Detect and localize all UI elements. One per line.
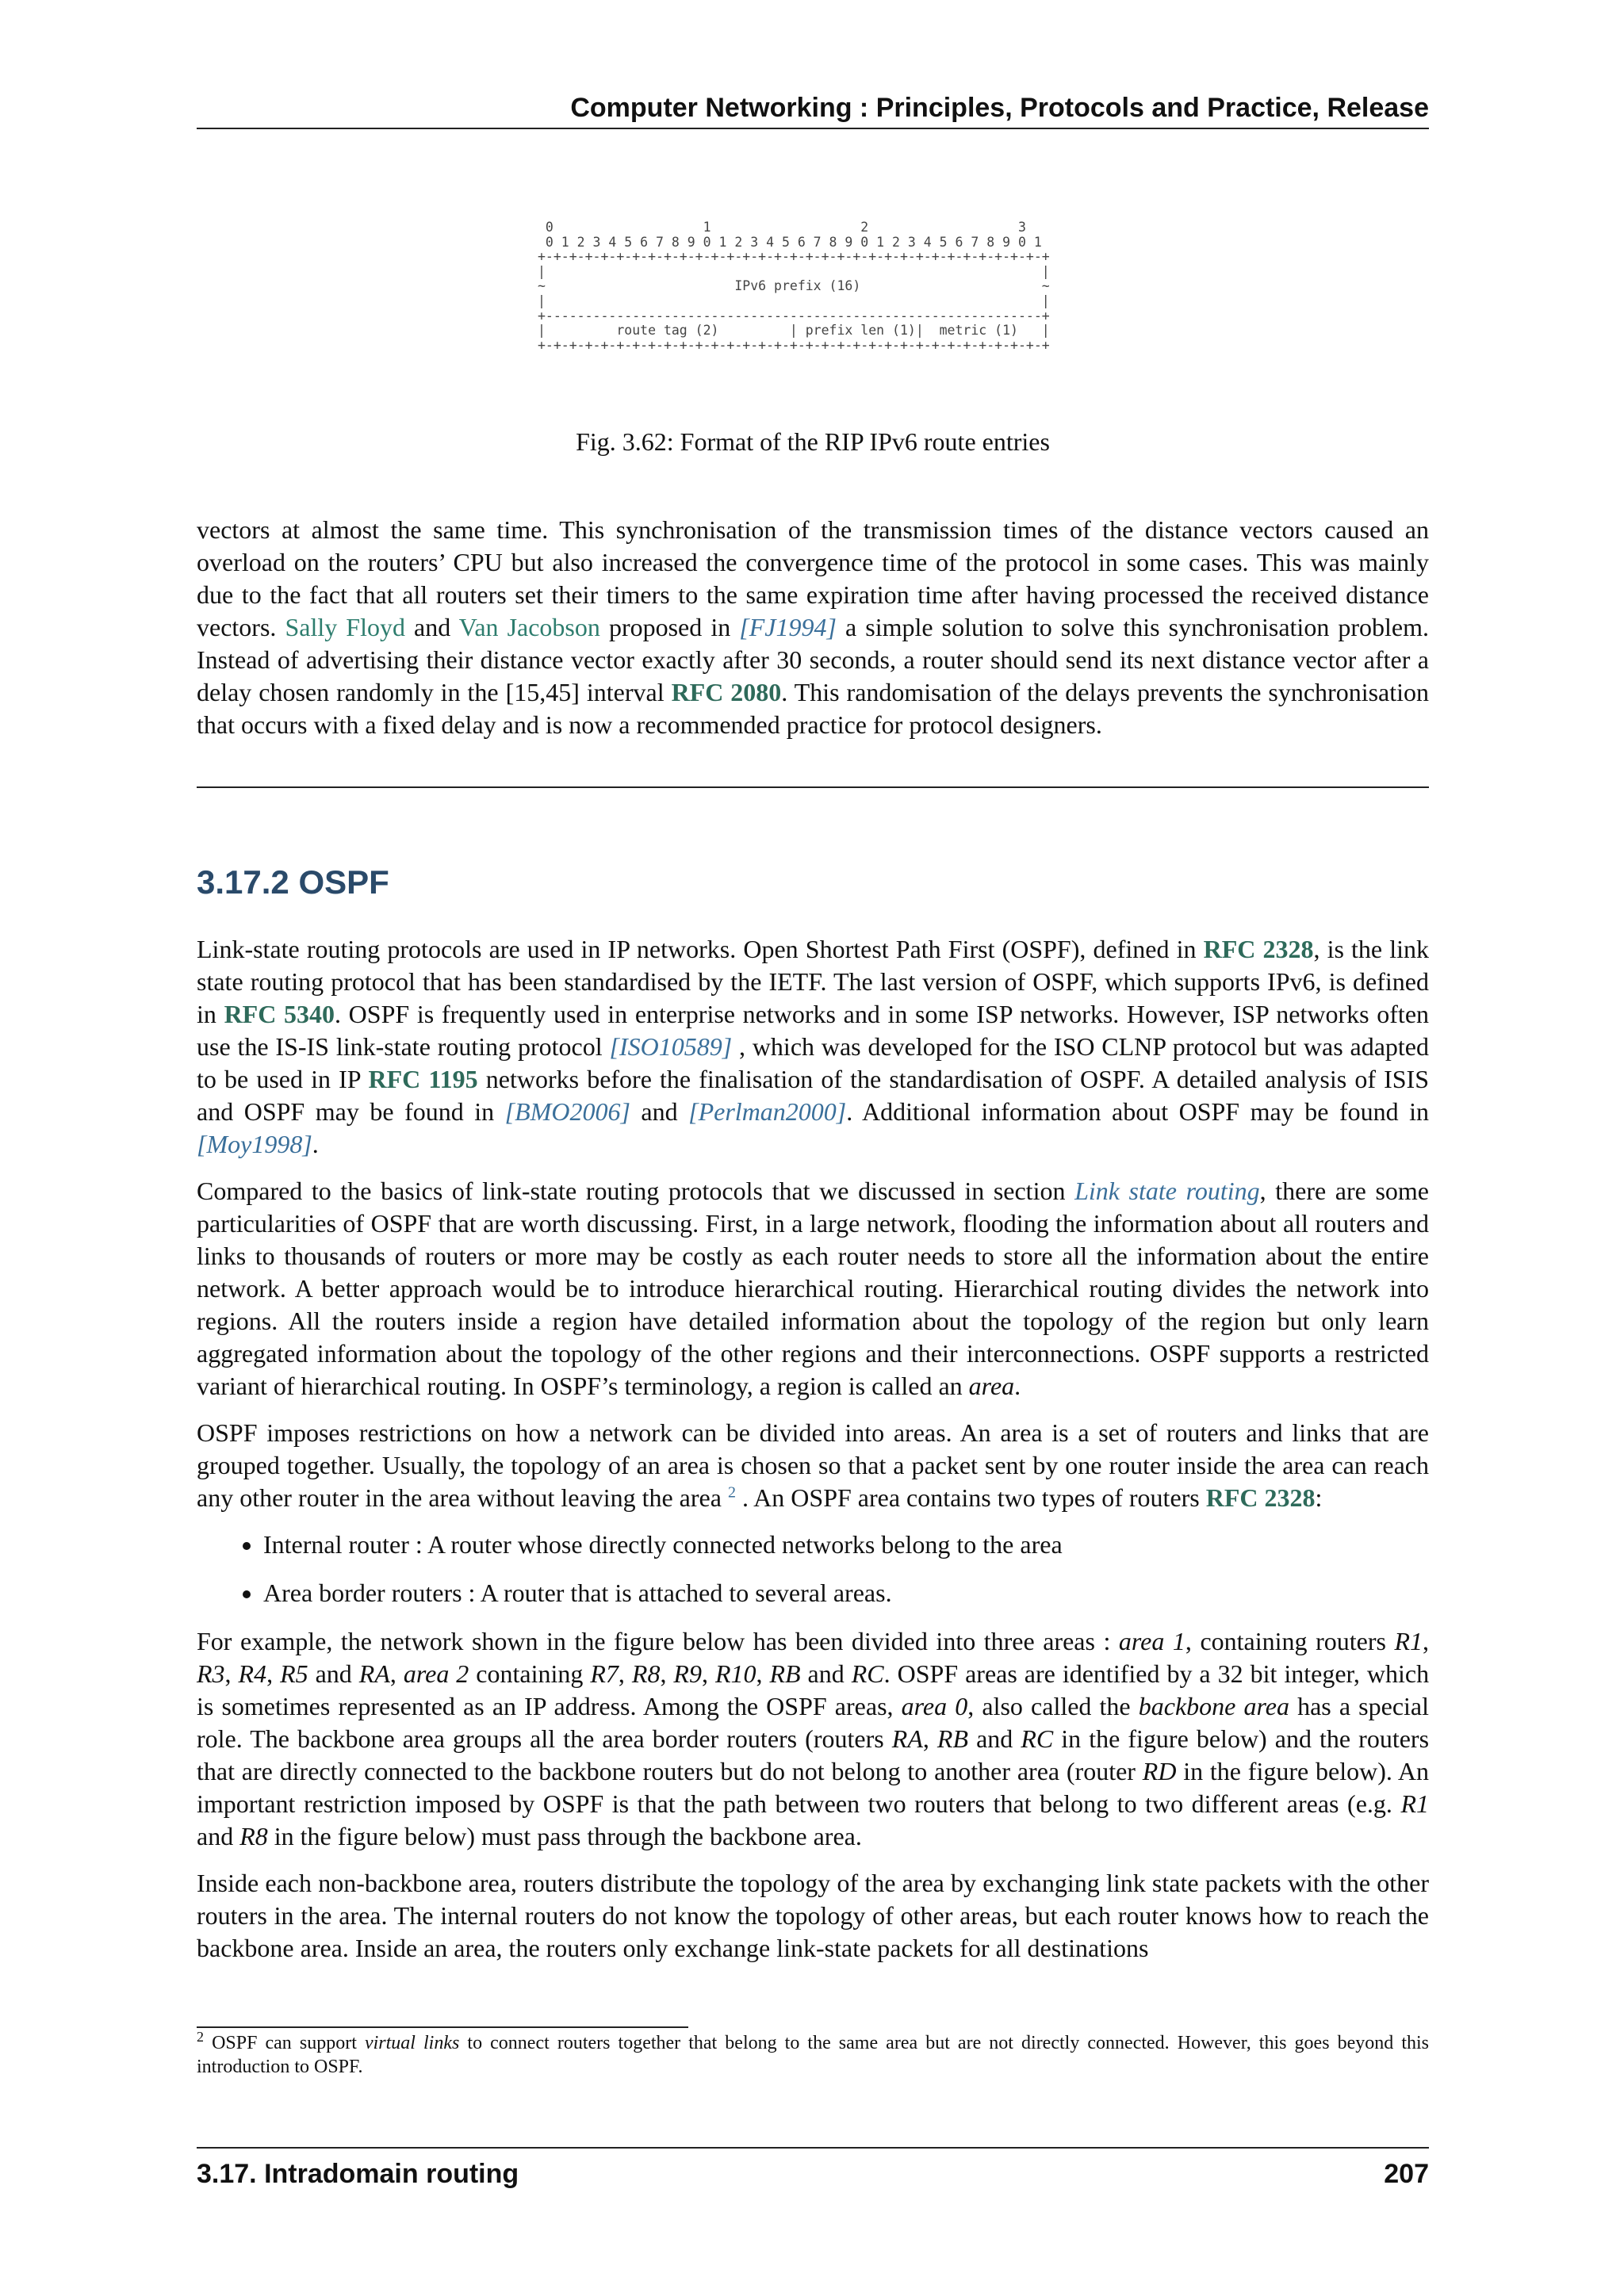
citation-fj1994[interactable]: [FJ1994] [739, 613, 837, 641]
footer-rule [197, 2147, 1429, 2149]
link-rfc-5340[interactable]: RFC 5340 [224, 1000, 335, 1028]
section-rule [197, 786, 1429, 788]
section-heading-ospf: 3.17.2 OSPF [197, 863, 389, 901]
link-van-jacobson[interactable]: Van Jacobson [458, 613, 600, 641]
paragraph-hierarchical-routing: Compared to the basics of link-state routing protocols that we discussed in section Link state routing, there are some particularities of OSPF that are worth discussing. First, in a large network, flooding the information about all routers and links to thousands of routers or more may be costly as each router needs to store all the information about the entire network. A better approach would be to introduce hierarchical routing. Hierarchical routing divides the network into regions. All the routers inside a region have detailed information about the topology of the region but only learn aggregated information about the topology of the other regions and their interconnections. OSPF supports a restricted variant of hierarchical routing. In OSPF’s terminology, a region is called an area. [197, 1177, 1430, 1400]
paragraph-example-areas: For example, the network shown in the figure below has been divided into three areas : area 1, containing routers R1, R3, R4, R5 and RA, area 2 containing R7, R8, R9, R10, RB and RC. OSPF areas are identified by a 32 bit integer, which is sometimes represented as an IP address. Among the OSPF areas, area 0, also called the backbone area has a special role. The backbone area groups all the area border routers (routers RA, RB and RC in the figure below) and the routers that are directly connected to the backbone routers but do not belong to another area (router RD in the figure below). An important restriction imposed by OSPF is that the path between two routers that belong to two different areas (e.g. R1 and R8 in the figure below) must pass through the backbone area. [197, 1627, 1430, 1850]
link-rfc-2328[interactable]: RFC 2328 [1203, 935, 1314, 963]
footnote-reference[interactable]: 2 [727, 1483, 736, 1502]
citation-bmo2006[interactable]: [BMO2006] [504, 1097, 630, 1126]
paragraph-synchronisation: vectors at almost the same time. This synchronisation of the transmission times of the distance vectors caused an overload on the routers’ CPU but also increased the convergence time of the protocol in some cases. This was mainly due to the fact that all routers set their timers to the same expiration time after having processed the received distance vectors. Sally Floyd and Van Jacobson proposed in [FJ1994] a simple solution to solve this synchronisation problem. Instead of advertising their distance vector exactly after 30 seconds, a router should send its next distance vector after a delay chosen randomly in the [15,45] interval RFC 2080. This randomisation of the delays prevents the synchronisation that occurs with a fixed delay and is now a recommended practice for protocol designers. [197, 515, 1430, 739]
figure-caption: Fig. 3.62: Format of the RIP IPv6 route entries [576, 427, 1050, 456]
paragraph-ospf-intro: Link-state routing protocols are used in IP networks. Open Shortest Path First (OSPF), defined in RFC 2328, is the link state routing protocol that has been standardised by the IETF. The last version of OSPF, which supports IPv6, is defined in RFC 5340. OSPF is frequently used in enterprise networks and in some ISP networks. However, ISP networks often use the IS-IS link-state routing protocol [ISO10589] , which was developed for the ISO CLNP protocol but was adapted to be used in IP RFC 1195 networks before the finalisation of the standardisation of OSPF. A detailed analysis of ISIS and OSPF may be found in [BMO2006] and [Perlman2000]. Additional information about OSPF may be found in [Moy1998]. [197, 935, 1430, 1158]
footnote-rule [197, 2026, 688, 2028]
citation-moy1998[interactable]: [Moy1998] [197, 1130, 312, 1158]
paragraph-non-backbone: Inside each non-backbone area, routers distribute the topology of the area by exchanging link state packets with the other routers in the area. The internal routers do not know the topology of other areas, but each router knows how to reach the backbone area. Inside an area, the routers only exchange link-state packets for all destinations [197, 1869, 1429, 1962]
footer-section-title: 3.17. Intradomain routing [197, 2159, 519, 2189]
link-rfc-2328-second[interactable]: RFC 2328 [1205, 1483, 1316, 1512]
citation-iso10589[interactable]: [ISO10589] [609, 1032, 733, 1061]
page-number: 207 [1384, 2159, 1429, 2189]
link-rfc-1195[interactable]: RFC 1195 [368, 1065, 478, 1093]
citation-perlman2000[interactable]: [Perlman2000] [688, 1097, 847, 1126]
header-rule [197, 128, 1429, 129]
link-link-state-routing[interactable]: Link state routing [1074, 1177, 1260, 1205]
link-rfc-2080[interactable]: RFC 2080 [671, 678, 782, 706]
paragraph-areas: OSPF imposes restrictions on how a network can be divided into areas. An area is a set of routers and links that are grouped together. Usually, the topology of an area is chosen so that a packet sent by one router inside the area can reach any other router in the area without leaving the area $^2$ . An OSPF area contains two types of routers RFC 2328: [197, 1418, 1429, 1512]
router-types-list [197, 1529, 1429, 1609]
list-item-area-border-router: • Area border routers : A router that is attached to several areas. [263, 1577, 1429, 1609]
footnote: $^2$ OSPF can support virtual links to connect routers together that belong to the same area but are not directly connected. However, this goes beyond this introduction to OSPF. [197, 2029, 1429, 2077]
section-body [197, 933, 1429, 1965]
running-header: Computer Networking : Principles, Protocols and Practice, Release [570, 93, 1429, 123]
list-item-internal-router: • Internal router : A router whose directly connected networks belong to the area [263, 1529, 1429, 1561]
link-sally-floyd[interactable]: Sally Floyd [285, 613, 405, 641]
rip-ipv6-route-entry-diagram: 0 1 2 3 0 1 2 3 4 5 6 7 8 9 0 1 2 3 4 5 6 7 8 9 0 1 2 3 4 5 6 7 8 9 0 1 +-+-+-+-+-+-+-+-+-+-+-+-+-+-+-+-+-+-+-+-+-+-+-+-+-+-+-+-+-+-+-+-+ | | ~ IPv6 prefix (16) ~ | | +---------------------------------------------------------------+ | route tag (2) | prefix len (1)| metric (1) | +-+-+-+-+-+-+-+-+-+-+-+-+-+-+-+-+-+-+-+-+-+-+-+-+-+-+-+-+-+-+-+-+ [538, 220, 1050, 353]
